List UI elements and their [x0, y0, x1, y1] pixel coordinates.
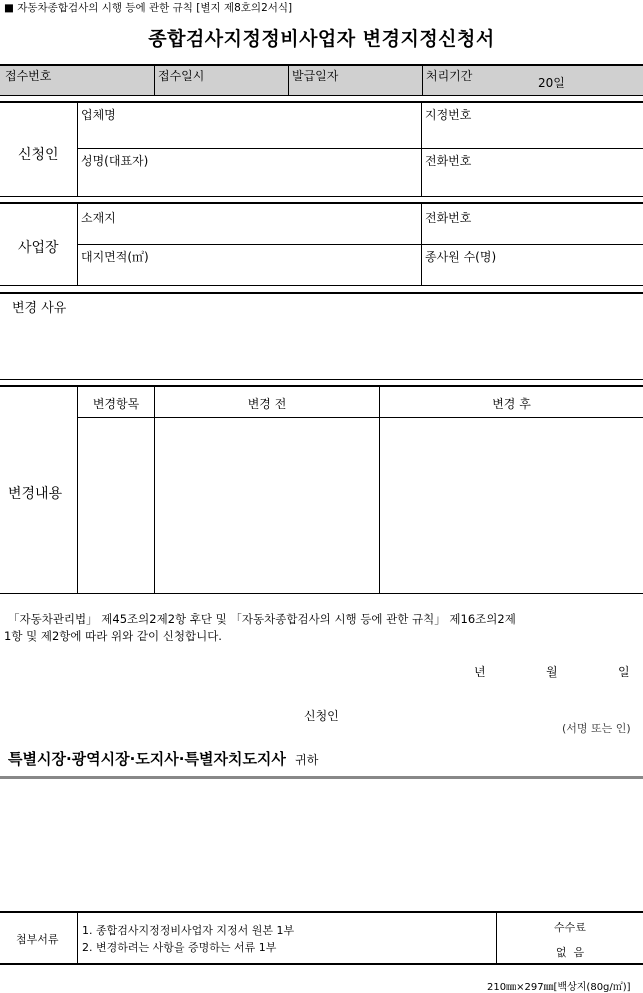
col-after: 변경 후 [492, 397, 531, 411]
company-name-label: 업체명 [81, 108, 116, 122]
receipt-date-label: 접수일시 [158, 69, 205, 83]
col-before: 변경 전 [247, 397, 287, 411]
signature-hint: (서명 또는 인) [562, 722, 631, 735]
form-reference: ■ 자동차종합검사의 시행 등에 관한 규칙 [별지 제8호의2서식] [4, 2, 293, 14]
page-title: 종합검사지정정비사업자 변경지정신청서 [148, 28, 495, 50]
fee-value: 없 음 [555, 946, 585, 959]
issue-date-label: 발급일자 [292, 69, 339, 83]
designation-no-label: 지정번호 [425, 108, 472, 122]
applicant-section-label: 신청인 [18, 147, 59, 163]
addressee-suffix: 귀하 [295, 753, 319, 767]
change-content-section-label: 변경내용 [8, 486, 63, 502]
representative-name-label: 성명(대표자) [81, 154, 149, 168]
receipt-no-label: 접수번호 [5, 69, 52, 83]
applicant-signature-label: 신청인 [304, 709, 339, 723]
address-label: 소재지 [81, 211, 116, 225]
site-phone-label: 전화번호 [425, 211, 472, 225]
declaration-line2: 1항 및 제2항에 따라 위와 같이 신청합니다. [4, 629, 222, 643]
attachment-item-2: 2. 변경하려는 사항을 증명하는 서류 1부 [82, 941, 277, 954]
applicant-phone-label: 전화번호 [425, 154, 472, 168]
addressee [8, 748, 318, 769]
attachment-item-1: 1. 종합검사지정정비사업자 지정서 원본 1부 [82, 924, 295, 937]
addressee-main: 특별시장·광역시장·도지사·특별자치도지사 [8, 750, 286, 768]
employees-label: 종사원 수(명) [425, 250, 497, 264]
date-month: 월 [546, 665, 558, 679]
business-site-section-label: 사업장 [18, 240, 59, 256]
paper-spec: 210㎜×297㎜[백상지(80g/㎡)] [487, 982, 631, 993]
processing-period-label: 처리기간 [426, 69, 473, 83]
date-year: 년 [474, 665, 486, 679]
land-area-label: 대지면적(㎡) [81, 250, 149, 264]
processing-period-value: 20일 [538, 76, 565, 90]
change-reason-label: 변경 사유 [12, 301, 67, 316]
fee-label: 수수료 [554, 921, 586, 934]
col-change-item: 변경항목 [92, 397, 140, 411]
date-day: 일 [618, 665, 630, 679]
declaration-line1: 「자동차관리법」 제45조의2제2항 후단 및 「자동차종합검사의 시행 등에 관한 규칙」 제16조의2제 [8, 612, 516, 626]
attachments-label: 첨부서류 [16, 933, 59, 946]
